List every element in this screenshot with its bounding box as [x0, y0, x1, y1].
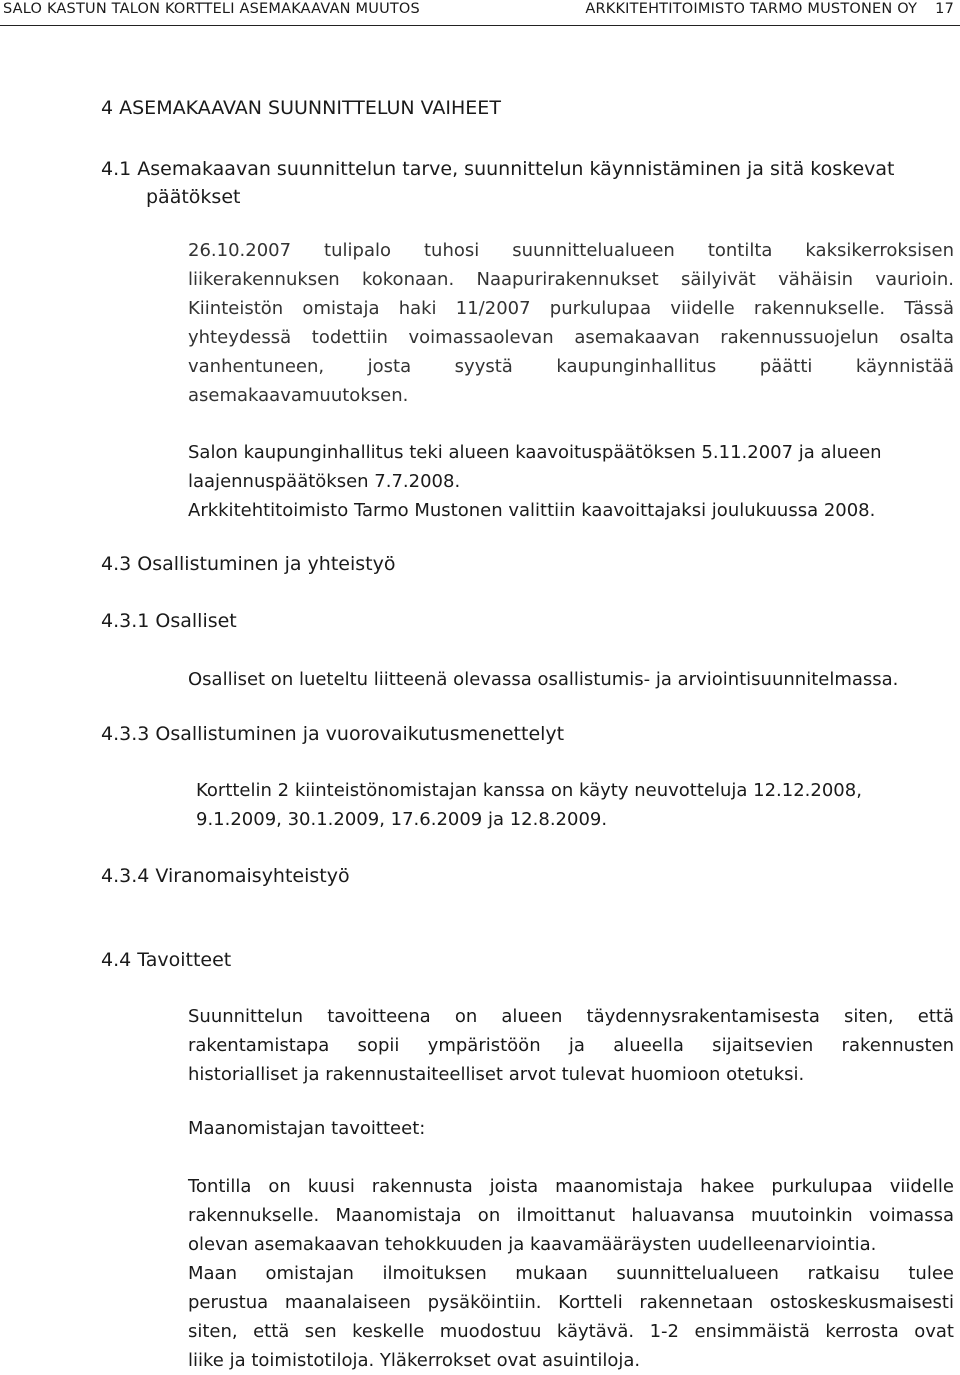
section-4-3-1-heading: 4.3.1 Osalliset: [101, 610, 237, 632]
text-line: vanhentuneen, josta syystä kaupunginhallitus päätti käynnistää: [188, 356, 954, 377]
text-line: siten, että sen keskelle muodostuu käytävä. 1-2 ensimmäistä kerrosta ovat: [188, 1321, 954, 1342]
text-line: Tontilla on kuusi rakennusta joista maanomistaja hakee purkulupaa viidelle: [188, 1176, 954, 1197]
chapter-heading: 4 ASEMAKAAVAN SUUNNITTELUN VAIHEET: [101, 97, 501, 119]
text-line: 26.10.2007 tulipalo tuhosi suunnittelualueen tontilta kaksikerroksisen: [188, 240, 954, 261]
section-4-3-3-text: [196, 776, 862, 834]
section-4-4-heading: 4.4 Tavoitteet: [101, 949, 232, 971]
text-line: liike ja toimistotiloja. Yläkerrokset ovat asuintiloja.: [188, 1350, 641, 1371]
text-line: historialliset ja rakennustaiteelliset arvot tulevat huomioon otetuksi.: [188, 1064, 805, 1085]
section-4-1-heading-line2: päätökset: [146, 186, 241, 208]
text-line: yhteydessä todettiin voimassaolevan asemakaavan rakennussuojelun osalta: [188, 327, 954, 348]
header-office-name: ARKKITEHTITOIMISTO TARMO MUSTONEN OY: [585, 1, 918, 17]
text-line: asemakaavamuutoksen.: [188, 385, 409, 406]
section-4-1-paragraph: [188, 236, 954, 410]
text-line: rakentamistapa sopii ympäristöön ja alueella sijaitsevien rakennusten: [188, 1035, 954, 1056]
owner-goals-paragraph: [188, 1172, 954, 1375]
text-line: olevan asemakaavan tehokkuuden ja kaavamääräysten uudelleenarviointia.: [188, 1234, 877, 1255]
section-4-3-4-heading: 4.3.4 Viranomaisyhteistyö: [101, 865, 350, 887]
text-line: Suunnittelun tavoitteena on alueen täydennysrakentamisesta siten, että: [188, 1006, 954, 1027]
header-rule: [0, 25, 960, 26]
text-line: liikerakennuksen kokonaan. Naapurirakennukset säilyivät vähäisin vaurioin.: [188, 269, 954, 290]
text-line: Arkkitehtitoimisto Tarmo Mustonen valittiin kaavoittajaksi joulukuussa 2008.: [188, 500, 876, 521]
text-line: 9.1.2009, 30.1.2009, 17.6.2009 ja 12.8.2009.: [196, 809, 608, 830]
running-header-right: [585, 0, 954, 18]
text-line: perustua maanalaiseen pysäköintiin. Kortteli rakennetaan ostoskeskusmaisesti: [188, 1292, 954, 1313]
section-4-3-heading: 4.3 Osallistuminen ja yhteistyö: [101, 553, 396, 575]
section-4-1-decisions: [188, 438, 882, 525]
text-line: Salon kaupunginhallitus teki alueen kaavoituspäätöksen 5.11.2007 ja alueen: [188, 442, 882, 463]
text-line: rakennukselle. Maanomistaja on ilmoittanut haluavansa muutoinkin voimassa: [188, 1205, 954, 1226]
text-line: Maan omistajan ilmoituksen mukaan suunnittelualueen ratkaisu tulee: [188, 1263, 954, 1284]
section-4-4-goals-paragraph: [188, 1002, 954, 1089]
section-4-3-3-heading: 4.3.3 Osallistuminen ja vuorovaikutusmenettelyt: [101, 723, 565, 745]
owner-goals-label: Maanomistajan tavoitteet:: [188, 1118, 426, 1139]
text-line: Kiinteistön omistaja haki 11/2007 purkulupaa viidelle rakennukselle. Tässä: [188, 298, 954, 319]
running-header-left: SALO KASTUN TALON KORTTELI ASEMAKAAVAN MUUTOS: [3, 1, 420, 17]
section-4-3-1-text: Osalliset on lueteltu liitteenä olevassa osallistumis- ja arviointisuunnitelmassa.: [188, 669, 899, 690]
section-4-1-heading-line1: 4.1 Asemakaavan suunnittelun tarve, suunnittelun käynnistäminen ja sitä koskevat: [101, 158, 895, 180]
page-number: 17: [935, 1, 954, 17]
text-line: laajennuspäätöksen 7.7.2008.: [188, 471, 461, 492]
text-line: Korttelin 2 kiinteistönomistajan kanssa on käyty neuvotteluja 12.12.2008,: [196, 780, 862, 801]
